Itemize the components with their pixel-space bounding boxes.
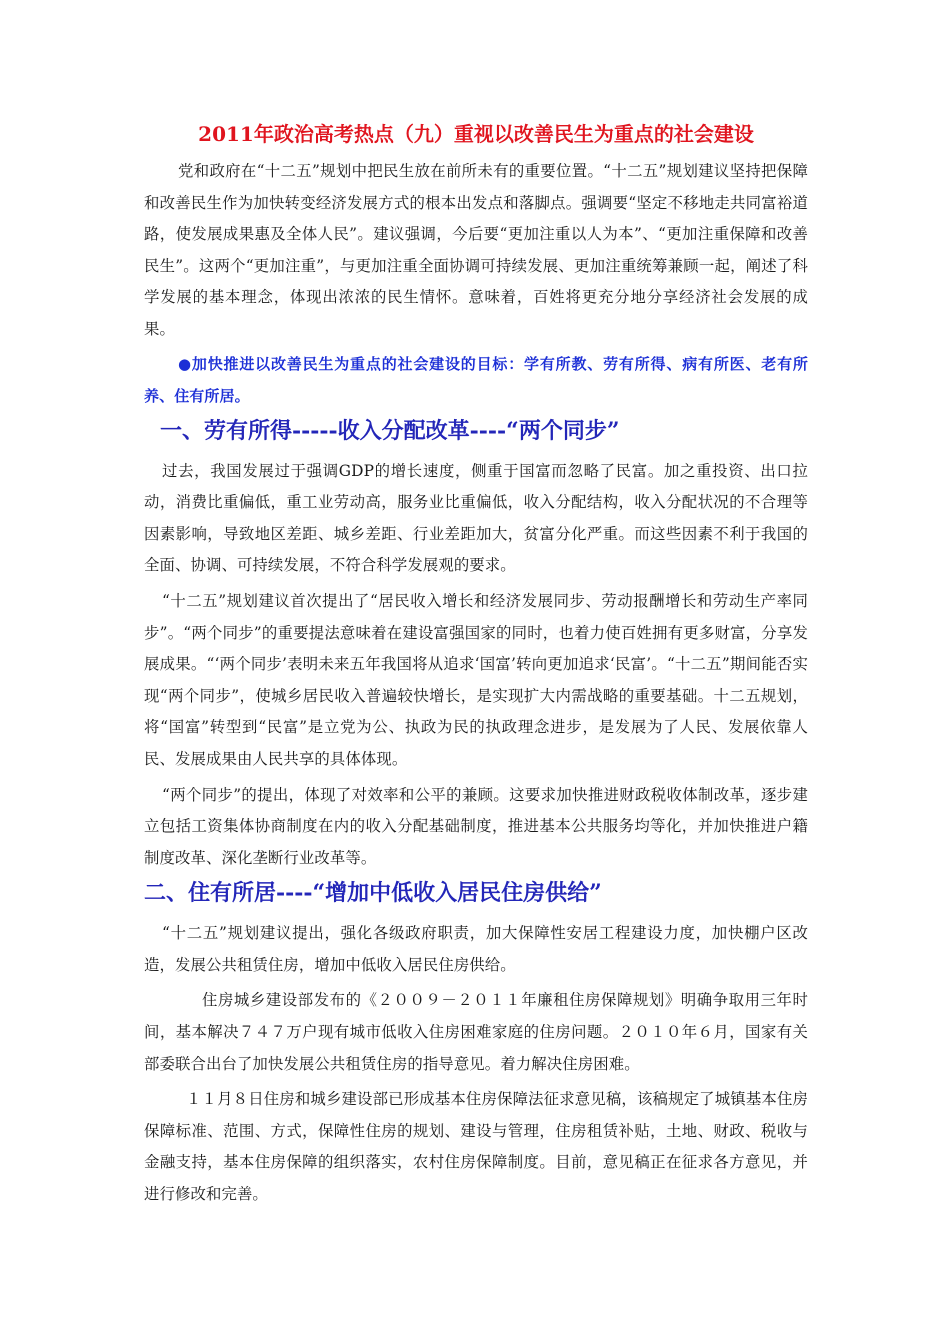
- section2-paragraph-3: １１月８日住房和城乡建设部已形成基本住房保障法征求意见稿，该稿规定了城镇基本住房保障标准、范围、方式，保障性住房的规划、建设与管理，住房租赁补贴，土地、财政、税收与金融支持，基本住房保障的组织落实，农村住房保障制度。目前，意见稿正在征求各方意见，并进行修改和完善。: [144, 1090, 808, 1204]
- goal-statement: ●加快推进以改善民生为重点的社会建设的目标：学有所教、劳有所得、病有所医、老有所养、住有所居。: [144, 354, 808, 405]
- section2-paragraph-2: 住房城乡建设部发布的《２００９－２０１１年廉租住房保障规划》明确争取用三年时间，基本解决７４７万户现有城市低收入住房困难家庭的住房问题。２０１０年６月，国家有关部委联合出台了加快发展公共租赁住房的指导意见。着力解决住房困难。: [144, 991, 808, 1073]
- document-title: 2011年政治高考热点（九）重视以改善民生为重点的社会建设: [198, 122, 754, 146]
- section1-heading: 一、劳有所得-----收入分配改革----“两个同步”: [160, 417, 620, 444]
- document-page: [144, 118, 808, 1211]
- section1-paragraph-1: 过去，我国发展过于强调GDP的增长速度，侧重于国富而忽略了民富。加之重投资、出口拉动，消费比重偏低，重工业劳动高，服务业比重偏低，收入分配结构，收入分配状况的不合理等因素影响，导致地区差距、城乡差距、行业差距加大，贫富分化严重。而这些因素不利于我国的全面、协调、可持续发展，不符合科学发展观的要求。: [144, 461, 808, 575]
- section1-paragraph-3: “两个同步”的提出，体现了对效率和公平的兼顾。这要求加快推进财政税收体制改革，逐步建立包括工资集体协商制度在内的收入分配基础制度，推进基本公共服务均等化，并加快推进户籍制度改革、深化垄断行业改革等。: [144, 785, 808, 867]
- section2-heading: 二、住有所居----“增加中低收入居民住房供给”: [144, 880, 602, 907]
- section1-paragraph-2: “十二五”规划建议首次提出了“居民收入增长和经济发展同步、劳动报酬增长和劳动生产率同步”。“两个同步”的重要提法意味着在建设富强国家的同时，也着力使百姓拥有更多财富，分享发展成果。“‘两个同步’表明未来五年我国将从追求‘国富’转向更加追求‘民富’。“十二五”期间能否实现“两个同步”，使城乡居民收入普遍较快增长，是实现扩大内需战略的重要基础。十二五规划，将“国富”转型到“民富”是立党为公、执政为民的执政理念进步，是发展为了人民、发展依靠人民、发展成果由人民共享的具体体现。: [144, 591, 808, 768]
- section2-paragraph-1: “十二五”规划建议提出，强化各级政府职责，加大保障性安居工程建设力度，加快棚户区改造，发展公共租赁住房，增加中低收入居民住房供给。: [144, 924, 808, 974]
- intro-paragraph: 党和政府在“十二五”规划中把民生放在前所未有的重要位置。“十二五”规划建议坚持把保障和改善民生作为加快转变经济发展方式的根本出发点和落脚点。强调要“坚定不移地走共同富裕道路，使发展成果惠及全体人民”。建议强调，今后要“更加注重以人为本”、“更加注重保障和改善民生”。这两个“更加注重”，与更加注重全面协调可持续发展、更加注重统筹兼顾一起，阐述了科学发展的基本理念，体现出浓浓的民生情怀。意味着，百姓将更充分地分享经济社会发展的成果。: [144, 162, 808, 338]
